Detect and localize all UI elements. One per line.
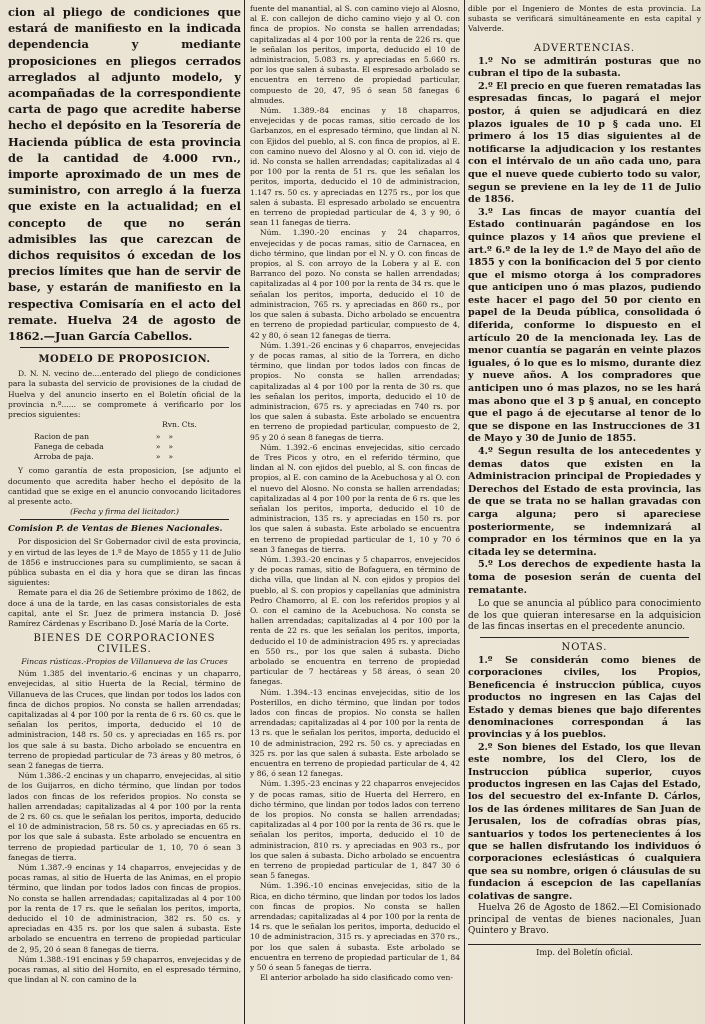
modelo-text: D. N. N. vecino de....enterado del pliego de condiciones para la subasta del servicio de provisiones de la ciudad de Huelva y del anuncio inserto en el Boletín oficial de la provincia n.º...... se compromete á verificarlo por los precios siguientes: (8, 369, 241, 420)
column-divider (244, 0, 245, 1024)
list-item: 3.º Las fincas de mayor cuantía del Estado continuarán pagándose en los quince plazos y 14 años que previene el art.º 6.º de la ley de 1.º de Mayo del año de 1855 y con la bonificacion del 5 por ciento que el mismo otorga á los compradores que anticipen uno ó mas plazos, pudiendo este hacer el pago del 50 por ciento en papel de la Deuda pública, consolidada ó diferida, conforme lo dispuesto en el artículo 20 de la mencionada ley. Las de menor cuantía se pagarán en veinte plazos iguales, ó lo que es lo mismo, durante diez y nueve años. A los compradores que anticipen uno ó mas plazos, no se les hará mas abono que el 3 p § anual, en concepto que el pago á de ejecutarse al tenor de lo que se dispone en las Instrucciones de 31 de Mayo y 30 de Junio de 1855. (468, 206, 701, 445)
divider (20, 519, 229, 520)
notas-title: NOTAS. (561, 641, 608, 653)
fincas-subtitle: Fincas rústicas.-Propios de Villanueva de las Cruces (21, 657, 228, 667)
table-row: Arroba de paja. » » (34, 452, 174, 462)
list-item: 4.º Segun resulta de los antecedentes y demas datos que existen en la Administracion principal de Propiedades y Derechos del Estado de esta provincia, las de que se trata no se hallan gravadas con carga alguna; pero si apareciese posteriormente, se indemnizará al comprador en los términos que en la ya citada ley se determina. (468, 446, 701, 558)
bienes-title: BIENES DE CORPORACIONES CIVILES. (33, 633, 216, 656)
list-item: Núm 1.387.-9 encinas y 14 chaparros, envejecidas y de pocas ramas, al sitio de Huerta de las Animas, en el propio término, que lindan por todos lados con fincas de propios. No consta se hallen arrendadas; capitalizadas al 4 por 100 por la renta de 17 rs. que le señalan los peritos, importa, deducido el 10 de administracion, 382 rs. 50 cs. y apreciadas en 435 rs. por los que salen á subasta. Este arbolado se encuentra en terreno de propiedad particular de 2, 95, 20 ó sean 8 fanegas de tierra. (8, 862, 241, 954)
list-item: Núm. 1.389.-84 encinas y 18 chaparros, envejecidas y de pocas ramas, sitio cercado de los Garbanzos, en el espresado término, que lindan al N. con Ejidos del pueblo, al S. con finca de propios, al E. con camino nuevo del Alosno y al O. con id. viejo de id. No consta se hallen arrendadas; capitalizadas al 4 por 100 por la renta de 51 rs. que les señalan los peritos, importa, deducido el 10 de administracion, 1.147 rs. 50 cs. y apreciadas en 1275 rs., por los que salen á subasta. El espresado arbolado se encuentra en terreno de propiedad particular de 4, 3 y 90, ó sean 11 fanegas de tierra. (250, 106, 460, 228)
comision-text: Por disposicion del Sr Gobernador civil de esta provincia, y en virtud de las leyes de 1.º de Mayo de 1855 y 11 de Julio de 1856 e instrucciones para su cumplimiento, se sacan á pública subasta en el dia y hora que se diran las fincas siguientes: (8, 537, 241, 588)
list-item: Núm. 1.393.-20 encinas y 5 chaparros, envejecidos y de pocas ramas, sitio de Bofaguera, en término de dicha villa, que lindan al N. con ejidos y propios del pueblo, al S. con propios y capellanías que administra Pedro Chamorro, al E. con los referidos propios y al O. con el camino de la Acebuchosa. No consta se hallen arrendadas; capitalizadas al 4 por 100 por la renta de 22 rs. que les señalan los peritos, importa, deducido el 10 de administracion 495 rs. y apreciadas en 550 rs., por los que salen á subasta. Dicho arbolado se encuentra en terreno de propiedad particular de 7 hectáreas y 58 áreas, ó sean 20 fanegas. (250, 554, 460, 687)
list-item: Núm. 1.391.-26 encinas y 6 chaparros, envejecidas y de pocas ramas, al sitio de la Torrera, en dicho término, que lindan por todos lados con fincas de propios. No consta se hallen arrendadas; capitalizadas al 4 por 100 por la renta de 30 rs. que les señalan los peritos, importa, deducido el 10 de administracion, 675 rs. y apreciadas en 740 rs. por los que salen á subasta. Este arbolado se encuentra en terreno de propiedad particular, compuesto de 2, 95 y 20 ó sean 8 fanegas de tierra. (250, 340, 460, 442)
list-item: Núm. 1.395.-23 encinas y 22 chaparros envejecidos y de pocas ramas, sitio de Huerta del Herrero, en dicho término, que lindan por todos lados con terreno de los propios. No consta se hallen arrendadas; capitalizadas al 4 por 100 por la renta de 36 rs. que le señalan los peritos, importa, deducido el 10 de administracion, 810 rs. y apreciadas en 903 rs., por los que salen á subasta. Dicho arbolado se encuentra en terreno de propiedad particular de 1, 847 30 ó sean 5 fanegas. (250, 779, 460, 881)
notas-list (468, 655, 701, 903)
column-3 (468, 4, 701, 1020)
list-item: Núm 1.386.-2 encinas y un chaparro, envejecidas, al sitio de los Guijarros, en dicho término, que lindan por todos lados con fincas de los referidos propios. No consta se hallen arrendadas; capitalizadas al 4 por 100 por la renta de 2 rs. 60 cs. que le señalan los peritos, importa, deducido el 10 de administracion, 58 rs. 50 cs. y apreciadas en 65 rs. por los que sale á subasta. Este arbolado se encuentra en terreno de propiedad particular de 1, 10, 70 ó sean 3 fanegas de tierra. (8, 771, 241, 862)
list-item: Núm 1.388.-191 encinas y 59 chaparros, envejecidas y de pocas ramas, al sitio del Hornito, en el espresado término, que lindan al N. con camino de la (8, 954, 241, 985)
col3-intro: dible por el Ingeniero de Montes de esta provincia. La subasta se verificará simultáneamente en esta capital y Valverde. (468, 4, 701, 34)
column-2 (250, 4, 460, 1020)
list-item: 2.º El precio en que fueren rematadas las espresadas fincas, lo pagará el mejor postor, á quien se adjudicará en diez plazos iguales de 10 p § cada uno. El primero á los 15 dias siguientes al de notificarse la adjudicacion y los restantes con el intérvalo de un año cada uno, para que el nueve quede cubierto todo su valor, segun se previene en la ley de 11 de Julio de 1856. (468, 80, 701, 206)
list-item: El anterior arbolado ha sido clasificado como ven- (260, 973, 453, 983)
list-item: Núm. 1.394.-13 encinas envejecidas, sitio de los Posterillos, en dicho término, que lindan por todos lados con fincas de propios. No consta se hallen arrendadas; capitalizadas al 4 por 100 por la renta de 13 rs. que le señalan los peritos, importa, deducido el 10 de administracion, 292 rs. 50 cs. y apreciadas en 325 rs. por las que salen á subasta. Este arbolado se encuentra en terreno de propiedad particular de 4, 42 y 86, ó sean 12 fanegas. (250, 687, 460, 779)
advertencias-list (468, 56, 701, 598)
divider (480, 637, 689, 638)
column-divider (464, 0, 465, 1024)
list-item: Núm. 1.396.-10 encinas envejecidas, sitio de la Rica, en dicho término, que lindan por todos los lados con fincas de propios. No consta se hallen arrendadas; capitalizadas al 4 por 100 por la renta de 14 rs. que le señalan los peritos, importa, deducido el 10 de administracion, 315 rs. y apreciadas en 370 rs., por los que salen á subasta. Este arbolado se encuentra en terreno de propiedad particular de 1, 84 y 50 ó sean 5 fanegas de tierra. (250, 881, 460, 973)
list-item: 2.º Son bienes del Estado, los que llevan este nombre, los del Clero, los de Instruccion pública superior, cuyos productos ingresen en las Cajas del Estado, los del secuestro del ex-Infante D. Cárlos, los de las órdenes militares de San Juan de Jerusalen, los de cofradías obras pías, santuarios y todos los pertenecientes á los que se hallen disfrutando los individuos ó corporaciones eclesiásticas ó cualquiera que sea su nombre, origen ó cláusulas de su fundacion á escepcion de las capellanías colativas de sangre. (468, 741, 701, 902)
list-item: 5.º Los derechos de expediente hasta la toma de posesion serán de cuenta del rematante. (468, 559, 701, 596)
comision-title: Comision P. de Ventas de Bienes Nacionales. (8, 524, 223, 535)
list-item: fuente del manantial, al S. con camino viejo al Alosno, al E. con callejon de dicho camino viejo y al O. con finca de propios. No consta se hallen arrendadas; capitalizadas al 4 por 100 por la renta de 226 rs. que le señalan los peritos, importa, deducido el 10 de administracion, 5.083 rs. y apreciadas en 5.660 rs. por los que salen á subasta. El espresado arbolado se encuentra en terreno de propiedad particular, compuesto de 20, 47, 95 ó sean 58 fanegas 6 almudes. (250, 4, 460, 105)
imprint: Imp. del Boletín oficial. (468, 944, 701, 957)
list-item: Núm 1.385 del inventario.-6 encinas y un chaparro, envejecidas, al sitio Huerta de la Recial, término de Villanueva de las Cruces, que lindan por todos los lados con finca de dichos propios. No consta se hallen arrendadas; capitalizadas al 4 por 100 por la renta de 6 rs. 60 cs. que le señalan los peritos, importa, deducido el 10 de administracion, 148 rs. 50 cs. y apreciadas en 165 rs. por los que sale á su basta. Dicho arbolado se encuentra en terreno de propiedad particular de 73 áreas y 80 metros, ó sean 2 fanegas de tierra. (8, 669, 241, 770)
list-item: Núm. 1.392.-6 encinas envejecidas, sitio cercado de Tres Picos y otro, en el referido término, que lindan al N. con ejidos del pueblo, al S. con fincas de propios, al E. con camino de la Acebuchosa y al O. con el nuevo del Alosno. No consta se hallen arrendadas; capitalizadas al 4 por 100 por la renta de 6 rs. que les señalan los peritos, importa, deducido el 10 de administracion, 135 rs. y apreciadas en 150 rs. por los que salen á subasta. Este arbolado se encuentra en terreno de propiedad particular de 1, 10 y 70 ó sean 3 fanegas de tierra. (250, 442, 460, 554)
divider (20, 347, 229, 348)
modelo-signature: (Fecha y firma del licitador.) (70, 507, 179, 517)
advertencias-title: ADVERTENCIAS. (533, 42, 636, 54)
price-header: Rvn. Cts. (162, 420, 197, 430)
column-1 (8, 4, 241, 1020)
closing-signature: Huelva 26 de Agosto de 1862.—El Comisionado principal de ventas de bienes nacionales, Juan Quintero y Bravo. (468, 903, 701, 937)
list-item: Núm. 1.390.-20 encinas y 24 chaparros, envejecidas y de pocas ramas, sitio de Carnacea, en dicho término, que lindan por el N. y O. con fincas de propios, al S. con arroyo de la Lobera y al E. con Barranco del pozo. No consta se hallen arrendadas; capitalizadas al 4 por 100 por la renta de 34 rs. que le señalan los peritos, importa, deducido el 10 de administracion, 765 rs. y apreciadas en 860 rs., por los que salen á subasta. Dicho arbolado se encuentra en terreno de propiedad particular, compuesto de 4, 42 y 80, ó sean 12 fanegas de tierra. (250, 228, 460, 340)
table-row: Fanega de cebada » » (34, 442, 174, 452)
list-item: 1.º No se admitirán posturas que no cubran el tipo de la subasta. (468, 55, 701, 80)
anuncio-text: Lo que se anuncia al público para conocimiento de los que quieran interesarse en la adquisicion de las fincas insertas en el precedente anuncio. (468, 599, 701, 633)
list-item: 1.º Se considerán como bienes de corporaciones civiles, los Propios, Beneficencia é instruccion pública, cuyos productos no ingresen en las Cajas del Estado y demas bienes que bajo diferentes denominaciones correspondan á las provincias y á los pueblos. (468, 654, 701, 741)
modelo-title: MODELO DE PROPOSICION. (38, 354, 211, 366)
remate-text: Remate para el dia 26 de Setiembre próximo de 1862, de doce á una de la tarde, en las casas consistoriales de esta capital, ante el Sr. Juez de primera instancia D. José Ramírez Cárdenas y Escribano D. José María de la Corte. (8, 588, 241, 628)
price-table (30, 432, 177, 462)
intro-paragraph: cion al pliego de condiciones que estará de manifiesto en la indicada dependencia y mediante proposiciones en pliegos cerrados arreglados al adjunto modelo, y acompañadas de la correspondiente carta de pago que acredite haberse hecho el depósito en la Tesorería de Hacienda pública de esta provincia de la cantidad de 4.000 rvn., importe aproximado de un mes de suministro, con arreglo á la fuerza que existe en la actualidad; en el concepto de que no serán admisibles las que carezcan de dichos requisitos ó excedan de los precios límites que han de servir de base, y estarán de manifiesto en la respectiva Comisaría en el acto del remate. Huelva 24 de agosto de 1862.—Juan García Cabellos. (8, 5, 241, 344)
modelo-close: Y como garantía de esta proposicion, [se adjunto el documento que acredita haber hecho el depósito de la cantidad que se exige en el anuncio convocando licitadores al presente acto. (8, 466, 241, 507)
table-row: Racion de pan » » (34, 432, 174, 442)
